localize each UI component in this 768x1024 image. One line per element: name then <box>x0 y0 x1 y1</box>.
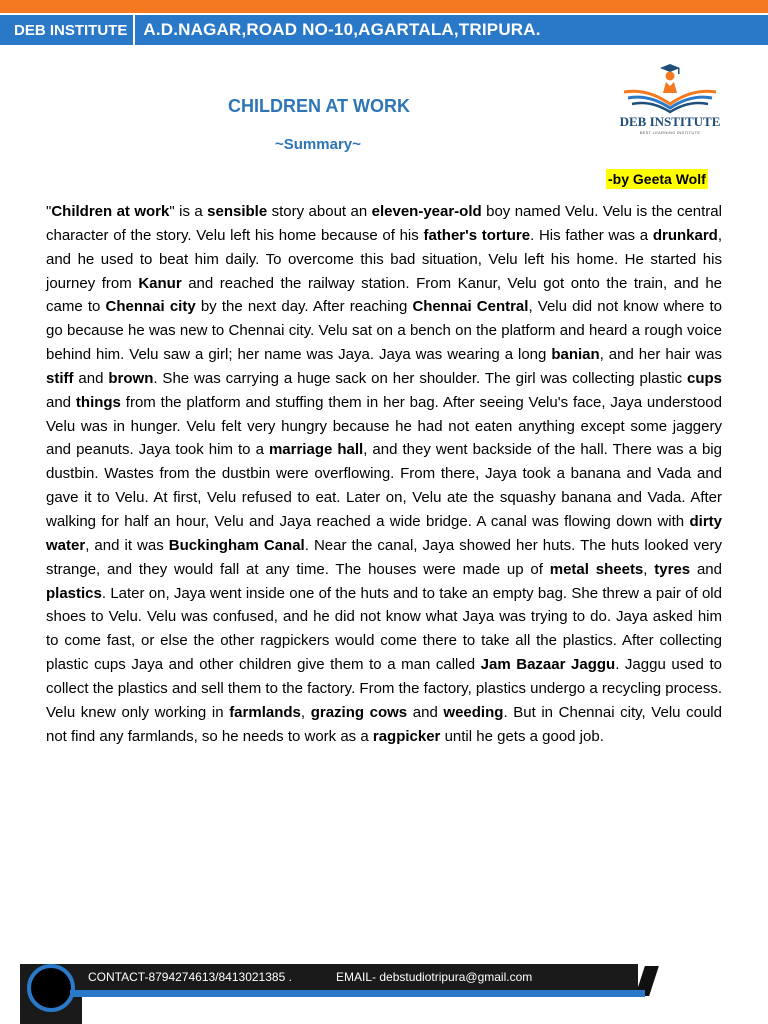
bold-term: cups <box>686 369 722 387</box>
bold-term: drunkard <box>652 226 718 244</box>
bold-term: Children at work <box>51 203 170 220</box>
bold-term: things <box>75 393 121 411</box>
bold-term: eleven-year-old <box>371 203 482 220</box>
author-credit: -by Geeta Wolf <box>608 171 706 187</box>
body-text-run: " is a <box>169 203 208 220</box>
logo-tagline: BEST LEARNING INSTITUTE <box>639 130 701 135</box>
body-text-run: , <box>643 560 655 578</box>
bold-term: grazing cows <box>310 703 408 721</box>
body-text-run: " <box>46 203 52 220</box>
top-orange-band <box>0 0 768 13</box>
footer-email: EMAIL- debstudiotripura@gmail.com <box>336 970 533 984</box>
bold-term: Chennai city <box>105 298 196 316</box>
body-text-run: . But in Chennai city, Velu could not find any farmlands, so he needs to work as a <box>46 703 722 745</box>
bold-term: Jam Bazaar Jaggu <box>480 656 616 674</box>
footer-circle-emblem <box>27 964 75 1012</box>
header-divider <box>133 15 135 45</box>
body-text-run: and <box>407 703 444 721</box>
body-text-run: , <box>300 703 311 721</box>
bold-term: metal sheets <box>549 560 644 578</box>
bold-term: Buckingham Canal <box>168 536 305 554</box>
body-text-run: , and it was <box>85 536 169 554</box>
body-text-run: and <box>46 393 76 411</box>
header-address: A.D.NAGAR,ROAD NO-10,AGARTALA,TRIPURA. <box>143 20 541 39</box>
bold-term: banian <box>551 346 600 364</box>
document-subtitle: ~Summary~ <box>275 136 361 153</box>
body-text-run: , and her hair was <box>599 346 723 364</box>
footer-contact: CONTACT-8794274613/8413021385 . <box>88 970 292 984</box>
summary-paragraph <box>46 200 722 748</box>
bold-term: plastics <box>46 584 102 602</box>
body-text-run: . Near the canal, Jaya showed her huts. The huts looked very strange, and they would fall at any time. The houses were made up of <box>46 536 722 578</box>
bold-term: farmlands <box>229 703 301 721</box>
body-text-run: , and they went backside of the hall. There was a big dustbin. Wastes from the dustbin were overflowing. From there, Jaya took a banana and Vada and gave it to Velu. At first, Velu refused to eat. Later on, Velu ate the squashy banana and Vada. After walking for half an hour, Velu and Jaya reached a wide bridge. A canal was flowing down with <box>46 441 722 530</box>
bold-term: stiff <box>46 369 74 387</box>
bold-term: Kanur <box>138 274 182 292</box>
body-text-run: . Later on, Jaya went inside one of the huts and to take an empty bag. She threw a pair of old shoes to Velu. Velu was confused, and he did not know what Jaya was trying to do. Jaya asked him to come fast, or else the other ragpickers would come there to take all the plastics. After collecting plastic cups Jaya and other children give them to a man called <box>46 584 722 674</box>
body-text-run: . Jaggu used to collect the plastics and sell them to the factory. From the factory, plastics undergo a recycling process. Velu knew only working in <box>46 656 722 721</box>
body-text-run: , and he used to beat him daily. To overcome this bad situation, Velu left his home. He started his journey from <box>46 226 722 292</box>
footer-contact-bar <box>78 964 638 990</box>
bold-term: tyres <box>654 560 691 578</box>
footer-blue-band <box>70 990 645 997</box>
bold-term: ragpicker <box>372 727 441 745</box>
body-text-run: and reached the railway station. From Kanur, Velu got onto the train, and he came to <box>46 274 722 316</box>
body-text-run: and <box>73 369 109 387</box>
bold-term: weeding <box>443 703 504 721</box>
book-graduate-icon <box>614 62 726 114</box>
header-bar <box>0 15 768 45</box>
logo-name: DEB INSTITUTE <box>619 114 721 129</box>
bold-term: marriage hall <box>268 441 364 459</box>
body-text-run: by the next day. After reaching <box>195 298 413 316</box>
body-text-run: story about an <box>267 203 372 220</box>
body-text-run: . She was carrying a huge sack on her shoulder. The girl was collecting plastic <box>153 369 687 387</box>
bold-term: dirty water <box>46 512 722 554</box>
body-text-run: . His father was a <box>530 226 653 244</box>
body-text-run: , Velu did not know where to go because he was new to Chennai city. Velu sat on a bench on the platform and heard a rough voice behind him. Velu saw a girl; her name was Jaya. Jaya was wearing a long <box>46 298 722 364</box>
document-title: CHILDREN AT WORK <box>228 96 410 116</box>
header-institute-name: DEB INSTITUTE <box>14 21 128 39</box>
body-text-run: boy named Velu. Velu is the central character of the story. Velu left his home because of his <box>46 203 722 244</box>
body-text-run: until he gets a good job. <box>440 727 604 745</box>
bold-term: brown <box>108 369 154 387</box>
bold-term: father's torture <box>423 226 531 244</box>
institute-logo <box>614 62 726 140</box>
bold-term: Chennai Central <box>412 298 529 316</box>
bold-term: sensible <box>207 203 268 220</box>
body-text-run: from the platform and stuffing them in her bag. After seeing Velu's face, Jaya understood Velu was in hunger. Velu felt very hungry because he had not eaten anything except some jaggery and peanuts. Jaya took him to a <box>46 393 722 459</box>
body-text-run: and <box>690 560 722 578</box>
